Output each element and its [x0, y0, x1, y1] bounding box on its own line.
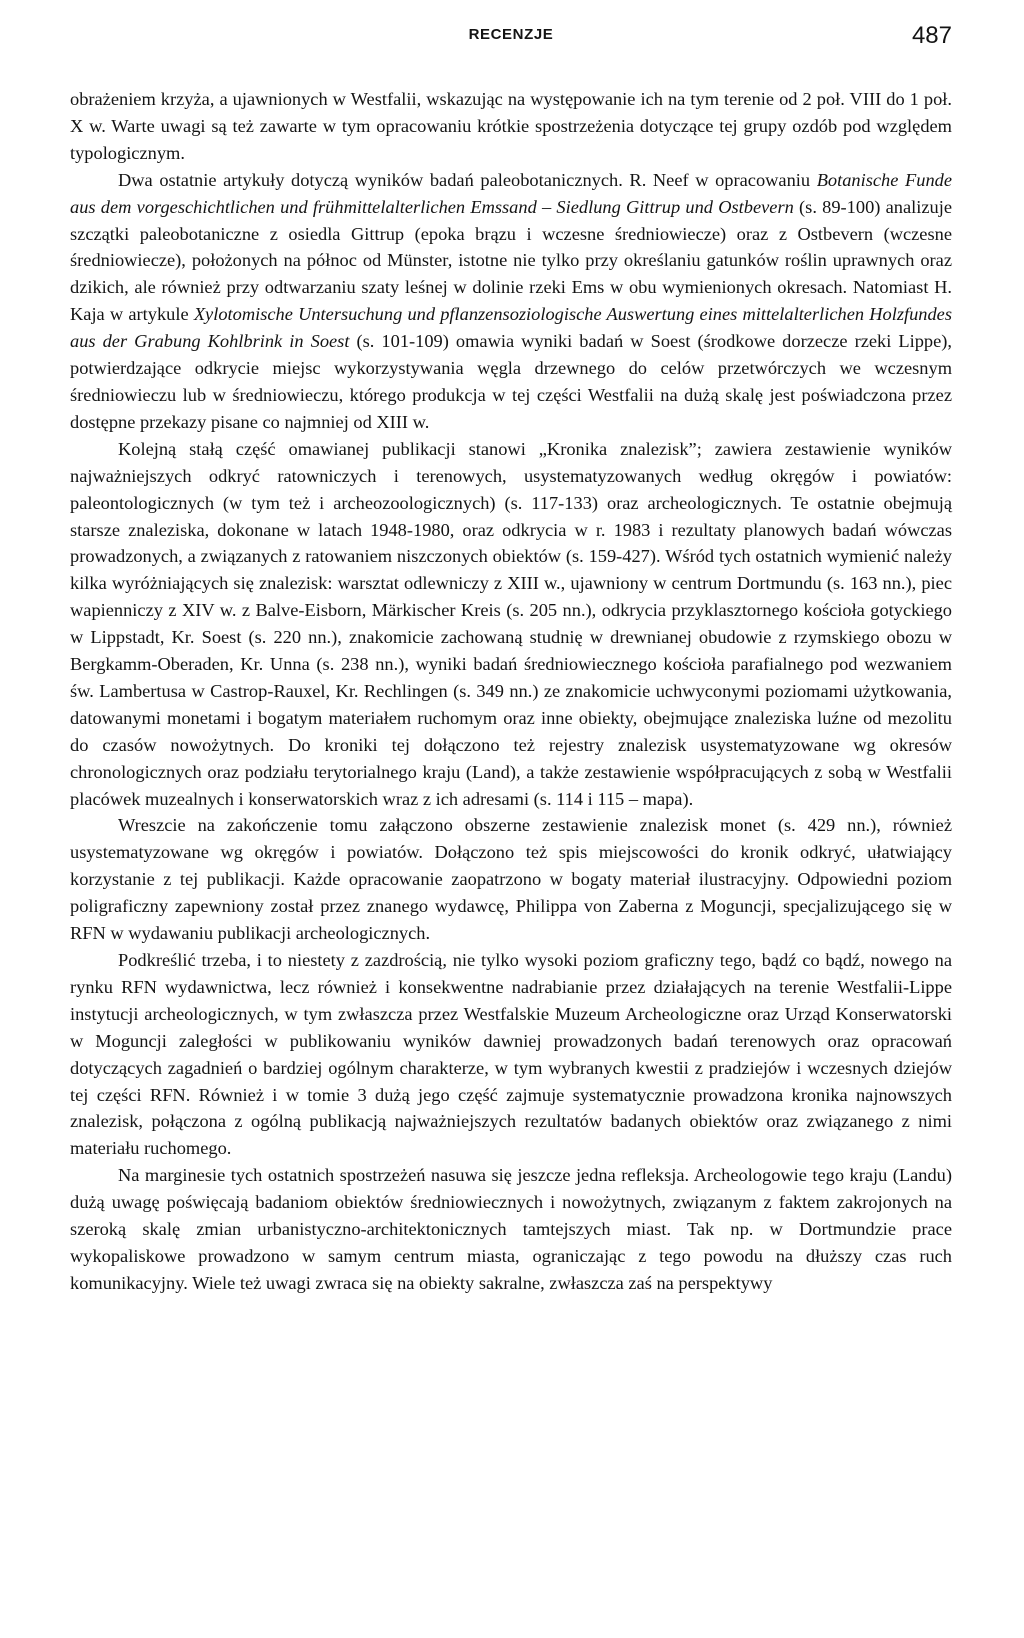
- italic-title-segment: Botanische Funde aus dem vorgeschichtlichen und frühmittelalterlichen Emssand – Siedlung Gittrup und Ostbevern: [70, 169, 953, 217]
- article-body: [70, 86, 952, 1297]
- paragraph: [70, 167, 952, 436]
- running-title: RECENZJE: [468, 26, 554, 43]
- paragraph: [70, 86, 952, 167]
- paragraph: [70, 812, 952, 947]
- text-segment: Podkreślić trzeba, i to niestety z zazdrością, nie tylko wysoki poziom graficzny tego, bądź co bądź, nowego na rynku RFN wydawnictwa, lecz również i konsekwentne nadrabianie przez działających na terenie Westfalii-Lippe instytucji archeologicznych, w tym zwłaszcza przez Westfalskie Muzeum Archeologiczne oraz Urząd Konserwatorski w Moguncji zaległości w publikowaniu wyników dawniej prowadzonych badań terenowych oraz opracowań dotyczących zagadnień o bardziej ogólnym charakterze, w tym wybranych kwestii z pradziejów i wczesnych dziejów tej części RFN. Również i w tomie 3 dużą jego część zajmuje systematycznie prowadzona kronika najnowszych znalezisk, połączona z ogólną publikacją najważniejszych rezultatów badanych obiektów oraz związanego z nimi materiału ruchomego.: [70, 950, 952, 1159]
- text-segment: Kolejną stałą część omawianej publikacji stanowi „Kronika znalezisk”; zawiera zestawienie wyników najważniejszych odkryć ratowniczych i terenowych, usystematyzowanych według okręgów i powiatów: paleontologicznych (w tym też i archeozoologicznych) (s. 117-133) oraz archeologicznych. Te ostatnie obejmują starsze znaleziska, dokonane w latach 1948-1980, oraz odkrycia w r. 1983 i rezultaty planowych badań wówczas prowadzonych, a związanych z ratowaniem niszczonych obiektów (s. 159-427). Wśród tych ostatnich wymienić należy kilka wyróżniających się znalezisk: warsztat odlewniczy z XIII w., ujawniony w centrum Dortmundu (s. 163 nn.), piec wapienniczy z XIV w. z Balve-Eisborn, Märkischer Kreis (s. 205 nn.), odkrycia przyklasztornego kościoła gotyckiego w Lippstadt, Kr. Soest (s. 220 nn.), znakomicie zachowaną studnię w drewnianej obudowie z rzymskiego obozu w Bergkamm-Oberaden, Kr. Unna (s. 238 nn.), wyniki badań średniowiecznego kościoła parafialnego pod wezwaniem św. Lambertusa w Castrop-Rauxel, Kr. Rechlingen (s. 349 nn.) ze znakomicie uchwyconymi poziomami użytkowania, datowanymi monetami i bogatym materiałem ruchomym oraz inne obiekty, obejmujące znaleziska luźne od mezolitu do czasów nowożytnych. Do kroniki tej dołączono też rejestry znalezisk usystematyzowane wg okresów chronologicznych oraz podziału terytorialnego kraju (Land), a także zestawienie współpracujących z sobą w Westfalii placówek muzealnych i konserwatorskich wraz z ich adresami (s. 114 i 115 – mapa).: [70, 438, 952, 809]
- running-head: [70, 22, 952, 52]
- paragraph: [70, 436, 952, 813]
- text-segment: Na marginesie tych ostatnich spostrzeżeń nasuwa się jeszcze jedna refleksja. Archeologowie tego kraju (Landu) dużą uwagę poświęcają badaniom obiektów średniowiecznych i nowożytnych, związanym z faktem zakrojonych na szeroką skalę zmian urbanistyczno-architektonicznych tamtejszych miast. Tak np. w Dortmundzie prace wykopaliskowe prowadzono w samym centrum miasta, ograniczając z tego powodu na dłuższy czas ruch komunikacyjny. Wiele też uwagi zwraca się na obiekty sakralne, zwłaszcza zaś na perspektywy: [70, 1165, 952, 1293]
- italic-title-segment: Xylotomische Untersuchung und pflanzensoziologische Auswertung eines mittelalterlichen Holzfundes aus der Grabung Kohlbrink in Soest: [70, 304, 952, 352]
- text-segment: (s. 101-109) omawia wyniki badań w Soest (środkowe dorzecze rzeki Lippe), potwierdzające odkrycie miejsc wykorzystywania węgla drzewnego do celów przetwórczych we wczesnym średniowieczu lub w średniowieczu, którego produkcja w tej części Westfalii na dużą skalę jest poświadczona przez dostępne przekazy pisane co najmniej od XIII w.: [70, 331, 952, 432]
- paragraph: [70, 947, 952, 1162]
- paragraph: [70, 1162, 952, 1297]
- text-segment: Dwa ostatnie artykuły dotyczą wyników badań paleobotanicznych. R. Neef w opracowaniu: [118, 169, 817, 190]
- text-segment: Wreszcie na zakończenie tomu załączono obszerne zestawienie znalezisk monet (s. 429 nn.), również usystematyzowane wg okręgów i powiatów. Dołączono też spis miejscowości do kronik odkryć, ułatwiający korzystanie z tej publikacji. Każde opracowanie zaopatrzono w bogaty materiał ilustracyjny. Odpowiedni poziom poligraficzny zapewniony został przez znanego wydawcę, Philippa von Zaberna z Moguncji, specjalizującego się w RFN w wydawaniu publikacji archeologicznych.: [70, 815, 952, 944]
- text-segment: obrażeniem krzyża, a ujawnionych w Westfalii, wskazując na występowanie ich na tym terenie od 2 poł. VIII do 1 poł. X w. Warte uwagi są też zawarte w tym opracowaniu krótkie spostrzeżenia dotyczące tej grupy ozdób pod względem typologicznym.: [70, 89, 952, 163]
- text-segment: (s. 89-100) analizuje szczątki paleobotaniczne z osiedla Gittrup (epoka brązu i wczesne średniowiecze) oraz z Ostbevern (wczesne średniowiecze), położonych na północ od Münster, istotne nie tylko przy określaniu gatunków roślin uprawnych oraz dzikich, ale również przy odtwarzaniu szaty leśnej w dolinie rzeki Ems w obu wymienionych okresach. Natomiast H. Kaja w artykule: [70, 196, 952, 325]
- page-number: 487: [911, 22, 952, 49]
